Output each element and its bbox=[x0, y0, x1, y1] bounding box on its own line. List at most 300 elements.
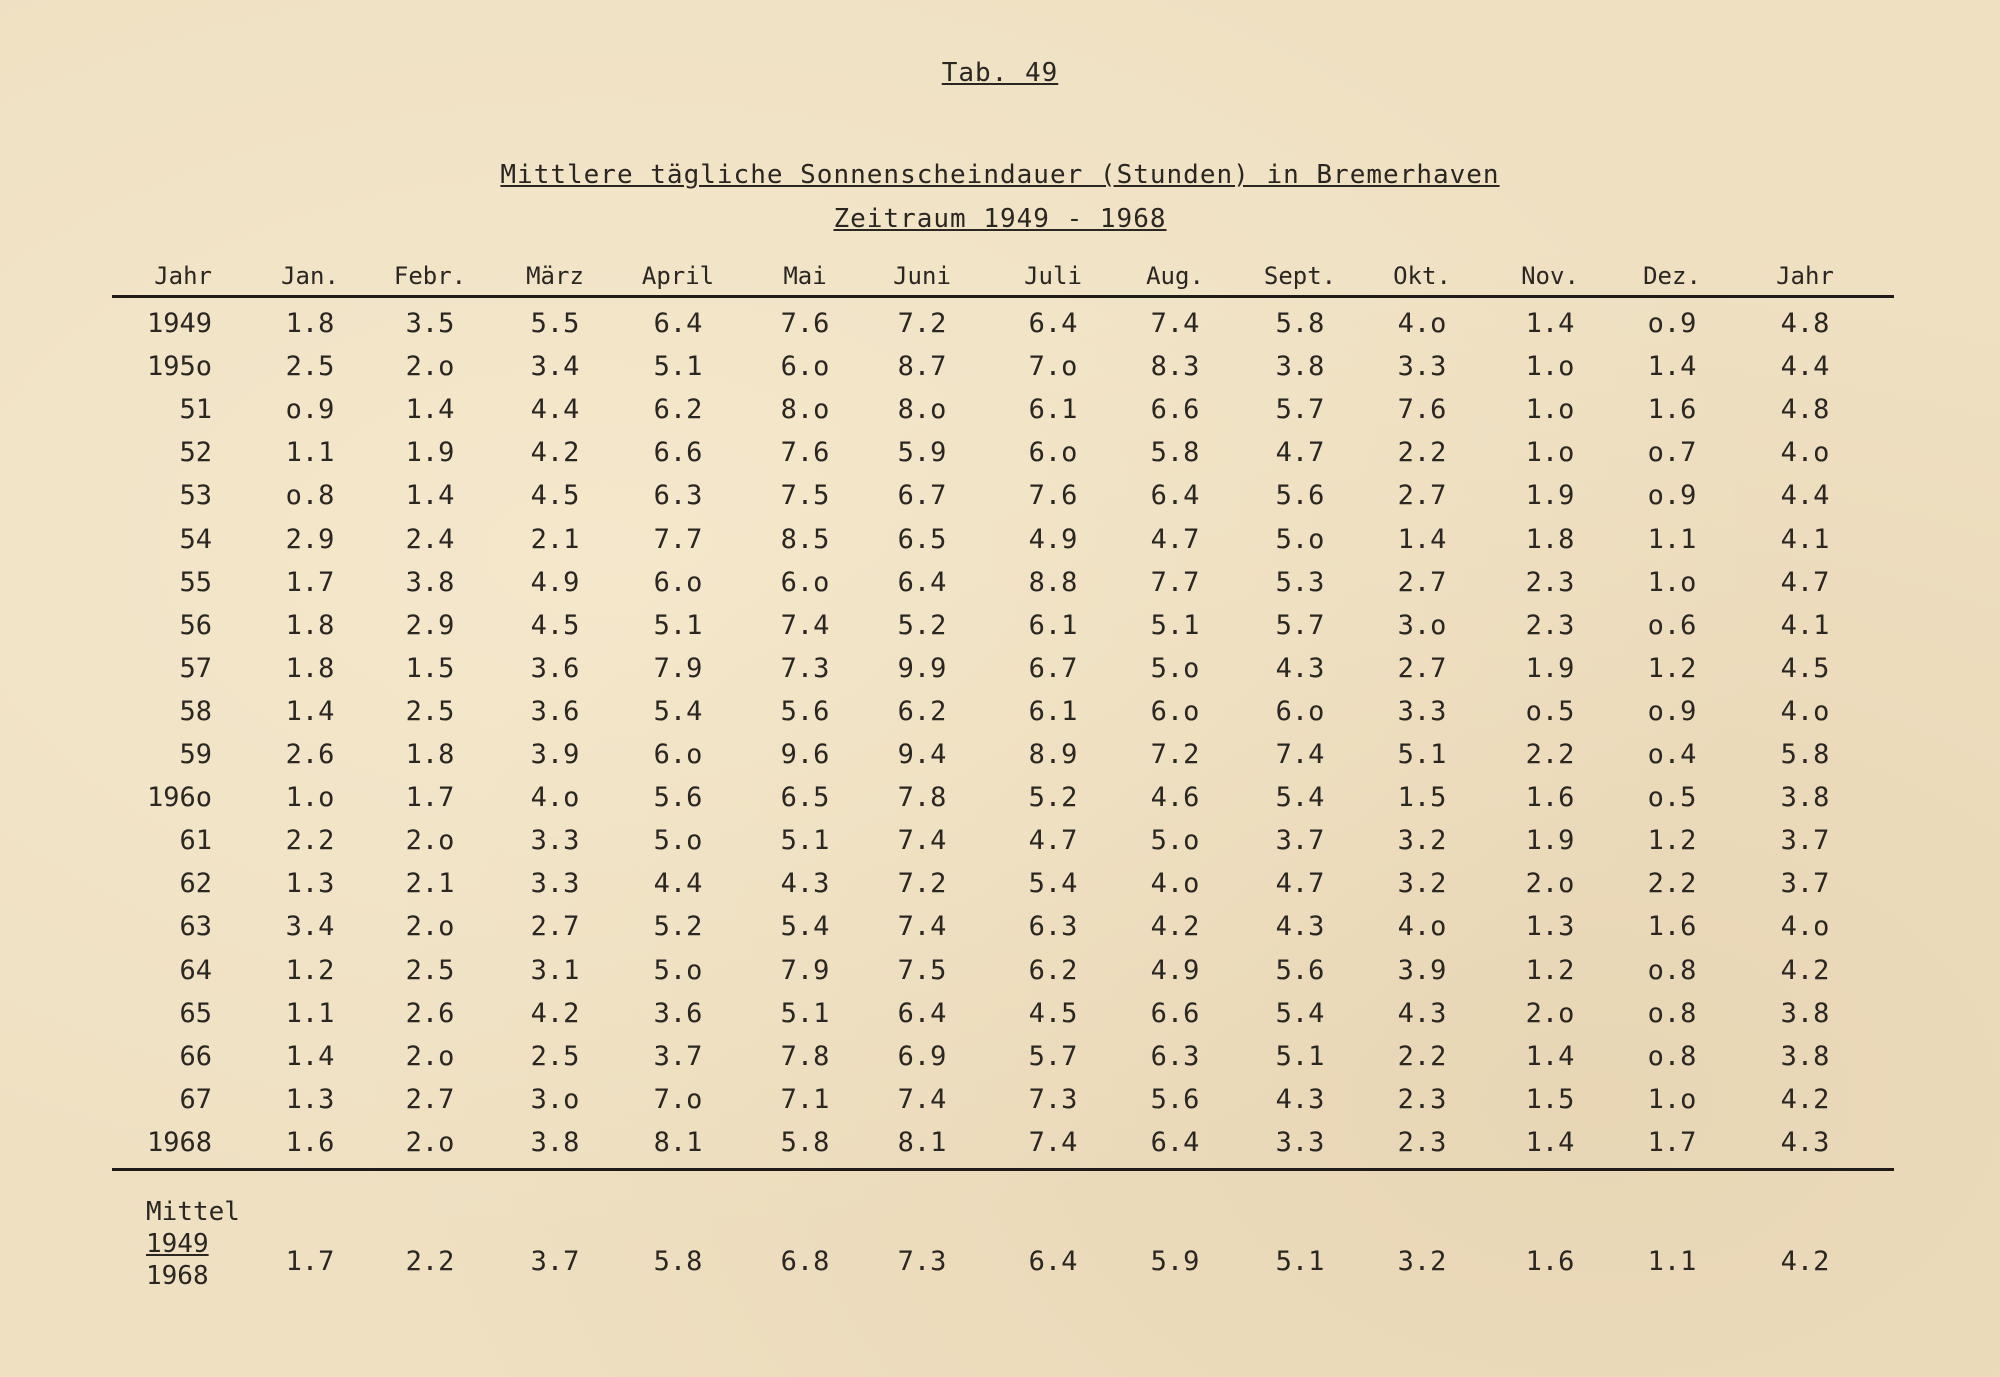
header-year-total: Jahr bbox=[1776, 262, 1834, 290]
value-cell: 4.o bbox=[1780, 911, 1830, 943]
value-cell: 4.2 bbox=[1150, 911, 1200, 943]
table-row bbox=[0, 994, 2000, 1034]
value-cell: 7.4 bbox=[897, 1083, 947, 1115]
value-cell: 1.4 bbox=[1525, 1040, 1575, 1072]
value-cell: 8.1 bbox=[653, 1126, 703, 1158]
value-cell: 1.6 bbox=[1647, 394, 1697, 426]
value-cell: 6.7 bbox=[897, 480, 947, 512]
value-cell: 2.2 bbox=[285, 825, 335, 857]
value-cell: 6.4 bbox=[653, 308, 703, 339]
value-cell: 6.5 bbox=[897, 523, 947, 555]
year-cell: 64 bbox=[179, 954, 212, 986]
value-cell: 5.o bbox=[1150, 825, 1200, 857]
value-cell: 1.8 bbox=[285, 308, 335, 339]
value-cell: 4.3 bbox=[780, 868, 830, 900]
value-cell: 9.4 bbox=[897, 739, 947, 770]
value-cell: 2.2 bbox=[1647, 868, 1697, 900]
value-cell: 2.5 bbox=[405, 954, 455, 986]
value-cell: 7.4 bbox=[1275, 739, 1325, 770]
value-cell: 3.8 bbox=[405, 566, 455, 598]
value-cell: 3.3 bbox=[1397, 351, 1447, 383]
year-cell: 52 bbox=[179, 437, 212, 469]
value-cell: 5.9 bbox=[897, 437, 947, 469]
table-row bbox=[0, 649, 2000, 689]
table-row bbox=[0, 563, 2000, 603]
value-cell: 3.7 bbox=[1780, 868, 1830, 900]
value-cell: 7.7 bbox=[1150, 566, 1200, 598]
value-cell: 7.9 bbox=[780, 954, 830, 986]
value-cell: 2.2 bbox=[1397, 1040, 1447, 1072]
value-cell: 1.o bbox=[1525, 351, 1575, 383]
value-cell: 2.1 bbox=[405, 868, 455, 900]
value-cell: 3.3 bbox=[530, 825, 580, 857]
value-cell: o.8 bbox=[1647, 1040, 1697, 1072]
value-cell: 4.o bbox=[530, 782, 580, 814]
value-cell: 7.7 bbox=[653, 523, 703, 555]
value-cell: 2.7 bbox=[1397, 480, 1447, 512]
value-cell: 2.3 bbox=[1525, 566, 1575, 598]
table-row bbox=[0, 433, 2000, 473]
value-cell: 5.6 bbox=[780, 695, 830, 727]
value-cell: 3.7 bbox=[1275, 825, 1325, 857]
value-cell: 2.o bbox=[405, 1126, 455, 1158]
value-cell: 5.1 bbox=[653, 609, 703, 641]
mean-value-cell: 1.6 bbox=[1525, 1246, 1575, 1277]
mean-period-to: 1968 bbox=[146, 1261, 209, 1291]
value-cell: o.9 bbox=[285, 394, 335, 426]
value-cell: 3.5 bbox=[405, 308, 455, 339]
value-cell: 6.4 bbox=[897, 566, 947, 598]
value-cell: 4.2 bbox=[1780, 954, 1830, 986]
value-cell: 8.1 bbox=[897, 1126, 947, 1158]
table-row bbox=[0, 606, 2000, 646]
value-cell: 7.4 bbox=[1028, 1126, 1078, 1158]
value-cell: 5.2 bbox=[653, 911, 703, 943]
value-cell: 2.7 bbox=[1397, 652, 1447, 684]
value-cell: 4.3 bbox=[1275, 652, 1325, 684]
value-cell: 7.5 bbox=[780, 480, 830, 512]
value-cell: 1.2 bbox=[1647, 825, 1697, 857]
table-row bbox=[0, 778, 2000, 818]
value-cell: 2.7 bbox=[405, 1083, 455, 1115]
mean-value-cell: 6.4 bbox=[1028, 1246, 1078, 1277]
value-cell: 7.8 bbox=[897, 782, 947, 814]
header-row bbox=[0, 256, 2000, 296]
value-cell: 7.4 bbox=[897, 825, 947, 857]
value-cell: 1.4 bbox=[1647, 351, 1697, 383]
value-cell: 6.1 bbox=[1028, 609, 1078, 641]
value-cell: o.9 bbox=[1647, 480, 1697, 512]
value-cell: 3.8 bbox=[530, 1126, 580, 1158]
value-cell: 6.2 bbox=[897, 695, 947, 727]
value-cell: 2.1 bbox=[530, 523, 580, 555]
value-cell: 5.8 bbox=[1150, 437, 1200, 469]
value-cell: 6.9 bbox=[897, 1040, 947, 1072]
value-cell: 7.4 bbox=[780, 609, 830, 641]
value-cell: 5.1 bbox=[1275, 1040, 1325, 1072]
year-cell: 1968 bbox=[146, 1126, 212, 1158]
value-cell: 7.o bbox=[653, 1083, 703, 1115]
value-cell: 8.o bbox=[780, 394, 830, 426]
value-cell: 1.7 bbox=[285, 566, 335, 598]
value-cell: 4.7 bbox=[1150, 523, 1200, 555]
value-cell: 3.3 bbox=[1397, 695, 1447, 727]
value-cell: 6.6 bbox=[1150, 394, 1200, 426]
year-cell: 1949 bbox=[146, 308, 212, 339]
header-month: Jan. bbox=[281, 262, 339, 290]
value-cell: 4.5 bbox=[530, 480, 580, 512]
value-cell: 4.3 bbox=[1780, 1126, 1830, 1158]
table-row bbox=[0, 951, 2000, 991]
value-cell: 2.6 bbox=[405, 997, 455, 1029]
value-cell: 1.4 bbox=[1397, 523, 1447, 555]
value-cell: 4.6 bbox=[1150, 782, 1200, 814]
value-cell: 6.o bbox=[1275, 695, 1325, 727]
value-cell: 6.3 bbox=[1028, 911, 1078, 943]
value-cell: 1.7 bbox=[1647, 1126, 1697, 1158]
value-cell: 3.7 bbox=[653, 1040, 703, 1072]
value-cell: 7.5 bbox=[897, 954, 947, 986]
header-month: Juni bbox=[893, 262, 951, 290]
value-cell: 5.o bbox=[1275, 523, 1325, 555]
value-cell: 2.2 bbox=[1525, 739, 1575, 770]
value-cell: 4.9 bbox=[1028, 523, 1078, 555]
value-cell: 3.2 bbox=[1397, 825, 1447, 857]
year-cell: 61 bbox=[179, 825, 212, 857]
value-cell: 1.5 bbox=[1525, 1083, 1575, 1115]
table-row bbox=[0, 735, 2000, 775]
value-cell: 7.3 bbox=[780, 652, 830, 684]
value-cell: 5.8 bbox=[1780, 739, 1830, 770]
value-cell: 1.o bbox=[1525, 437, 1575, 469]
table-row bbox=[0, 390, 2000, 430]
header-year: Jahr bbox=[154, 262, 212, 290]
value-cell: 4.2 bbox=[1780, 1083, 1830, 1115]
value-cell: 4.7 bbox=[1275, 437, 1325, 469]
value-cell: 6.4 bbox=[1150, 480, 1200, 512]
value-cell: 1.4 bbox=[285, 1040, 335, 1072]
value-cell: 6.1 bbox=[1028, 695, 1078, 727]
table-subtitle: Zeitraum 1949 - 1968 bbox=[833, 204, 1167, 234]
value-cell: 2.9 bbox=[405, 609, 455, 641]
value-cell: 5.6 bbox=[1150, 1083, 1200, 1115]
value-cell: 2.7 bbox=[1397, 566, 1447, 598]
value-cell: 4.o bbox=[1397, 308, 1447, 339]
value-cell: 4.3 bbox=[1275, 1083, 1325, 1115]
value-cell: 1.2 bbox=[1525, 954, 1575, 986]
value-cell: 4.7 bbox=[1275, 868, 1325, 900]
value-cell: 3.8 bbox=[1780, 1040, 1830, 1072]
value-cell: 8.5 bbox=[780, 523, 830, 555]
value-cell: 6.7 bbox=[1028, 652, 1078, 684]
value-cell: 4.2 bbox=[530, 997, 580, 1029]
value-cell: 8.9 bbox=[1028, 739, 1078, 770]
value-cell: 8.o bbox=[897, 394, 947, 426]
value-cell: 3.1 bbox=[530, 954, 580, 986]
value-cell: 1.5 bbox=[1397, 782, 1447, 814]
value-cell: 6.o bbox=[1028, 437, 1078, 469]
value-cell: 1.4 bbox=[1525, 308, 1575, 339]
value-cell: 2.5 bbox=[285, 351, 335, 383]
mean-label bbox=[146, 1196, 240, 1292]
value-cell: 4.5 bbox=[530, 609, 580, 641]
value-cell: 8.8 bbox=[1028, 566, 1078, 598]
value-cell: 1.6 bbox=[285, 1126, 335, 1158]
value-cell: 7.4 bbox=[1150, 308, 1200, 339]
value-cell: 5.4 bbox=[1275, 997, 1325, 1029]
value-cell: 5.1 bbox=[1150, 609, 1200, 641]
year-cell: 66 bbox=[179, 1040, 212, 1072]
value-cell: 5.6 bbox=[1275, 480, 1325, 512]
value-cell: 2.o bbox=[405, 911, 455, 943]
value-cell: 5.8 bbox=[780, 1126, 830, 1158]
value-cell: 2.6 bbox=[285, 739, 335, 770]
table-row bbox=[0, 476, 2000, 516]
value-cell: 1.o bbox=[1647, 566, 1697, 598]
value-cell: 3.3 bbox=[530, 868, 580, 900]
value-cell: 5.8 bbox=[1275, 308, 1325, 339]
value-cell: 6.o bbox=[1150, 695, 1200, 727]
header-month: Dez. bbox=[1643, 262, 1701, 290]
header-month: Febr. bbox=[393, 262, 467, 290]
value-cell: 2.o bbox=[1525, 997, 1575, 1029]
mean-value-cell: 6.8 bbox=[780, 1246, 830, 1277]
value-cell: o.4 bbox=[1647, 739, 1697, 770]
value-cell: 1.o bbox=[1647, 1083, 1697, 1115]
value-cell: 2.3 bbox=[1397, 1083, 1447, 1115]
value-cell: 2.7 bbox=[530, 911, 580, 943]
mean-row bbox=[0, 1242, 2000, 1282]
value-cell: 7.1 bbox=[780, 1083, 830, 1115]
value-cell: 7.6 bbox=[780, 308, 830, 339]
header-month: Mai bbox=[783, 262, 827, 290]
value-cell: 1.9 bbox=[1525, 652, 1575, 684]
mean-value-cell: 1.7 bbox=[285, 1246, 335, 1277]
value-cell: 7.9 bbox=[653, 652, 703, 684]
value-cell: 4.4 bbox=[530, 394, 580, 426]
value-cell: o.5 bbox=[1525, 695, 1575, 727]
value-cell: 3.6 bbox=[530, 652, 580, 684]
value-cell: 1.2 bbox=[285, 954, 335, 986]
table-row bbox=[0, 520, 2000, 560]
value-cell: 2.o bbox=[405, 351, 455, 383]
value-cell: 6.1 bbox=[1028, 394, 1078, 426]
value-cell: 1.3 bbox=[1525, 911, 1575, 943]
value-cell: 9.9 bbox=[897, 652, 947, 684]
value-cell: 3.3 bbox=[1275, 1126, 1325, 1158]
mean-value-cell: 3.7 bbox=[530, 1246, 580, 1277]
value-cell: 3.o bbox=[530, 1083, 580, 1115]
header-month: Sept. bbox=[1263, 262, 1337, 290]
value-cell: o.9 bbox=[1647, 308, 1697, 339]
value-cell: 6.5 bbox=[780, 782, 830, 814]
value-cell: o.9 bbox=[1647, 695, 1697, 727]
value-cell: 4.7 bbox=[1780, 566, 1830, 598]
value-cell: 6.o bbox=[653, 566, 703, 598]
value-cell: 5.o bbox=[653, 825, 703, 857]
table-row bbox=[0, 304, 2000, 344]
table-row bbox=[0, 864, 2000, 904]
table-title: Mittlere tägliche Sonnenscheindauer (Stunden) in Bremerhaven bbox=[500, 160, 1500, 190]
value-cell: 4.3 bbox=[1275, 911, 1325, 943]
value-cell: 2.o bbox=[405, 825, 455, 857]
value-cell: 2.4 bbox=[405, 523, 455, 555]
mean-value-cell: 5.8 bbox=[653, 1246, 703, 1277]
value-cell: 1.6 bbox=[1525, 782, 1575, 814]
value-cell: 5.o bbox=[1150, 652, 1200, 684]
value-cell: o.6 bbox=[1647, 609, 1697, 641]
value-cell: 2.o bbox=[1525, 868, 1575, 900]
header-month: März bbox=[526, 262, 584, 290]
table-row bbox=[0, 1037, 2000, 1077]
table-row bbox=[0, 907, 2000, 947]
year-cell: 67 bbox=[179, 1083, 212, 1115]
value-cell: 9.6 bbox=[780, 739, 830, 770]
value-cell: 3.9 bbox=[530, 739, 580, 770]
header-month: Nov. bbox=[1521, 262, 1579, 290]
value-cell: 2.o bbox=[405, 1040, 455, 1072]
value-cell: 7.3 bbox=[1028, 1083, 1078, 1115]
value-cell: 7.6 bbox=[1028, 480, 1078, 512]
table-row bbox=[0, 1123, 2000, 1163]
year-cell: 56 bbox=[179, 609, 212, 641]
year-cell: 195o bbox=[146, 351, 212, 383]
value-cell: 1.o bbox=[1525, 394, 1575, 426]
value-cell: 5.7 bbox=[1275, 394, 1325, 426]
mean-value-cell: 2.2 bbox=[405, 1246, 455, 1277]
value-cell: 3.4 bbox=[530, 351, 580, 383]
value-cell: 1.9 bbox=[1525, 480, 1575, 512]
value-cell: 4.1 bbox=[1780, 609, 1830, 641]
value-cell: 5.4 bbox=[780, 911, 830, 943]
value-cell: 3.7 bbox=[1780, 825, 1830, 857]
value-cell: 8.3 bbox=[1150, 351, 1200, 383]
header-rule bbox=[112, 295, 1894, 298]
value-cell: 1.4 bbox=[405, 394, 455, 426]
value-cell: 5.2 bbox=[897, 609, 947, 641]
value-cell: 6.2 bbox=[653, 394, 703, 426]
value-cell: o.7 bbox=[1647, 437, 1697, 469]
value-cell: 4.o bbox=[1397, 911, 1447, 943]
value-cell: 4.2 bbox=[530, 437, 580, 469]
value-cell: 1.3 bbox=[285, 868, 335, 900]
value-cell: 2.5 bbox=[405, 695, 455, 727]
mean-period-from: 1949 bbox=[146, 1229, 209, 1259]
mean-value-cell: 1.1 bbox=[1647, 1246, 1697, 1277]
value-cell: 6.3 bbox=[1150, 1040, 1200, 1072]
year-cell: 62 bbox=[179, 868, 212, 900]
value-cell: 4.o bbox=[1780, 437, 1830, 469]
table-row bbox=[0, 347, 2000, 387]
value-cell: 5.4 bbox=[1028, 868, 1078, 900]
value-cell: 4.4 bbox=[653, 868, 703, 900]
value-cell: 3.9 bbox=[1397, 954, 1447, 986]
value-cell: 3.8 bbox=[1780, 782, 1830, 814]
value-cell: 2.3 bbox=[1397, 1126, 1447, 1158]
value-cell: 6.3 bbox=[653, 480, 703, 512]
value-cell: 5.4 bbox=[653, 695, 703, 727]
year-cell: 53 bbox=[179, 480, 212, 512]
value-cell: 3.8 bbox=[1275, 351, 1325, 383]
value-cell: 6.4 bbox=[897, 997, 947, 1029]
value-cell: 6.2 bbox=[1028, 954, 1078, 986]
header-month: Juli bbox=[1024, 262, 1082, 290]
year-cell: 196o bbox=[146, 782, 212, 814]
value-cell: 6.o bbox=[780, 566, 830, 598]
value-cell: 1.3 bbox=[285, 1083, 335, 1115]
value-cell: 1.4 bbox=[405, 480, 455, 512]
value-cell: 6.o bbox=[653, 739, 703, 770]
table-row bbox=[0, 1080, 2000, 1120]
value-cell: 8.7 bbox=[897, 351, 947, 383]
value-cell: 2.9 bbox=[285, 523, 335, 555]
value-cell: 4.o bbox=[1780, 695, 1830, 727]
value-cell: 3.4 bbox=[285, 911, 335, 943]
value-cell: 1.6 bbox=[1647, 911, 1697, 943]
value-cell: 7.4 bbox=[897, 911, 947, 943]
table-row bbox=[0, 692, 2000, 732]
value-cell: 1.4 bbox=[285, 695, 335, 727]
value-cell: 1.1 bbox=[1647, 523, 1697, 555]
value-cell: 2.3 bbox=[1525, 609, 1575, 641]
value-cell: 1.o bbox=[285, 782, 335, 814]
value-cell: 5.o bbox=[653, 954, 703, 986]
value-cell: 7.6 bbox=[1397, 394, 1447, 426]
value-cell: 4.o bbox=[1150, 868, 1200, 900]
value-cell: 7.2 bbox=[1150, 739, 1200, 770]
value-cell: 1.8 bbox=[405, 739, 455, 770]
mean-value-cell: 4.2 bbox=[1780, 1246, 1830, 1277]
value-cell: 4.4 bbox=[1780, 480, 1830, 512]
value-cell: o.8 bbox=[1647, 997, 1697, 1029]
value-cell: 7.2 bbox=[897, 308, 947, 339]
year-cell: 63 bbox=[179, 911, 212, 943]
value-cell: o.8 bbox=[285, 480, 335, 512]
value-cell: 4.5 bbox=[1028, 997, 1078, 1029]
value-cell: 7.2 bbox=[897, 868, 947, 900]
value-cell: 6.6 bbox=[1150, 997, 1200, 1029]
value-cell: 1.8 bbox=[285, 652, 335, 684]
year-cell: 65 bbox=[179, 997, 212, 1029]
value-cell: 1.1 bbox=[285, 997, 335, 1029]
year-cell: 55 bbox=[179, 566, 212, 598]
value-cell: 5.4 bbox=[1275, 782, 1325, 814]
table-row bbox=[0, 821, 2000, 861]
value-cell: 4.1 bbox=[1780, 523, 1830, 555]
year-cell: 57 bbox=[179, 652, 212, 684]
value-cell: 1.2 bbox=[1647, 652, 1697, 684]
header-month: April bbox=[641, 262, 715, 290]
value-cell: 5.7 bbox=[1275, 609, 1325, 641]
value-cell: 5.3 bbox=[1275, 566, 1325, 598]
bottom-rule bbox=[112, 1168, 1894, 1171]
value-cell: 4.8 bbox=[1780, 308, 1830, 339]
value-cell: 6.4 bbox=[1028, 308, 1078, 339]
value-cell: 1.9 bbox=[405, 437, 455, 469]
value-cell: 6.6 bbox=[653, 437, 703, 469]
year-cell: 54 bbox=[179, 523, 212, 555]
value-cell: 7.8 bbox=[780, 1040, 830, 1072]
value-cell: 4.8 bbox=[1780, 394, 1830, 426]
header-month: Okt. bbox=[1393, 262, 1451, 290]
value-cell: 4.9 bbox=[1150, 954, 1200, 986]
value-cell: 1.7 bbox=[405, 782, 455, 814]
value-cell: 1.8 bbox=[285, 609, 335, 641]
value-cell: 5.2 bbox=[1028, 782, 1078, 814]
year-cell: 51 bbox=[179, 394, 212, 426]
value-cell: 4.9 bbox=[530, 566, 580, 598]
value-cell: 3.o bbox=[1397, 609, 1447, 641]
